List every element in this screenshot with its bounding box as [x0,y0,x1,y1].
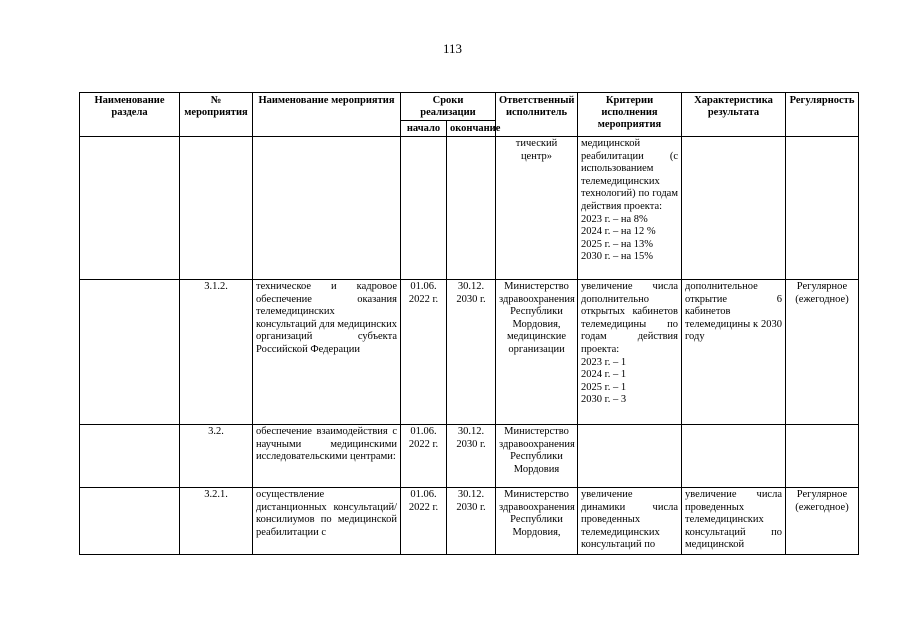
cell-section [80,488,180,555]
cell-section [80,280,180,425]
cell-end: 30.12. 2030 г. [447,280,496,425]
cell-end: 30.12. 2030 г. [447,425,496,488]
cell-responsible: Министерство здравоохранения Республики Мордовия, [496,488,578,555]
header-start: начало [401,121,447,137]
cell-result [682,425,786,488]
cell-number [180,137,253,280]
header-event-number: № мероприятия [180,93,253,137]
measures-table [79,92,859,555]
cell-number: 3.2. [180,425,253,488]
table-header [80,93,859,137]
header-section-name: Наименование раздела [80,93,180,137]
cell-responsible: Министерство здравоохранения Республики Мордовия [496,425,578,488]
header-event-name: Наименование мероприятия [253,93,401,137]
cell-responsible: Министерство здравоохранения Республики Мордовия, медицинские организации [496,280,578,425]
table-row [80,488,859,555]
cell-result [682,137,786,280]
header-result: Характеристика результата [682,93,786,137]
table-row [80,425,859,488]
cell-start [401,137,447,280]
cell-start: 01.06. 2022 г. [401,425,447,488]
cell-number: 3.2.1. [180,488,253,555]
cell-regularity: Регулярное (ежегодное) [786,488,859,555]
table-row [80,137,859,280]
page-number: 113 [442,41,463,56]
cell-result: увеличение числа проведенных телемедицинских консультаций по медицинской [682,488,786,555]
cell-name: обеспечение взаимодействия с научными медицинскими исследовательскими центрами: [253,425,401,488]
header-responsible: Ответственный исполнитель [496,93,578,137]
cell-section [80,425,180,488]
cell-end: 30.12. 2030 г. [447,488,496,555]
table-row [80,280,859,425]
cell-criteria: увеличение динамики числа проведенных телемедицинских консультаций по [578,488,682,555]
cell-name [253,137,401,280]
header-criteria: Критерии исполнения мероприятия [578,93,682,137]
cell-start: 01.06. 2022 г. [401,488,447,555]
cell-section [80,137,180,280]
cell-regularity [786,137,859,280]
cell-end [447,137,496,280]
cell-criteria [578,425,682,488]
cell-criteria: увеличение числа дополнительно открытых кабинетов телемедицины по годам действия проекта: 2023 г. – 1 2024 г. – 1 2025 г. – 1 2030 г. – 3 [578,280,682,425]
cell-name: осуществление дистанционных консультаций/консилиумов по медицинской реабилитации с [253,488,401,555]
header-regularity: Регулярность [786,93,859,137]
cell-number: 3.1.2. [180,280,253,425]
cell-result: дополнительное открытие 6 кабинетов телемедицины к 2030 году [682,280,786,425]
cell-regularity [786,425,859,488]
header-end: окончание [447,121,496,137]
cell-name: техническое и кадровое обеспечение оказания телемедицинских консультаций для медицинских организаций субъекта Российской Федерации [253,280,401,425]
header-terms: Сроки реализации [401,93,496,121]
cell-responsible: тический центр» [496,137,578,280]
cell-criteria: медицинской реабилитации (с использованием телемедицинских технологий) по годам действия проекта: 2023 г. – на 8% 2024 г. – на 12 % 2025 г. – на 13% 2030 г. – на 15% [578,137,682,280]
cell-regularity: Регулярное (ежегодное) [786,280,859,425]
cell-start: 01.06. 2022 г. [401,280,447,425]
